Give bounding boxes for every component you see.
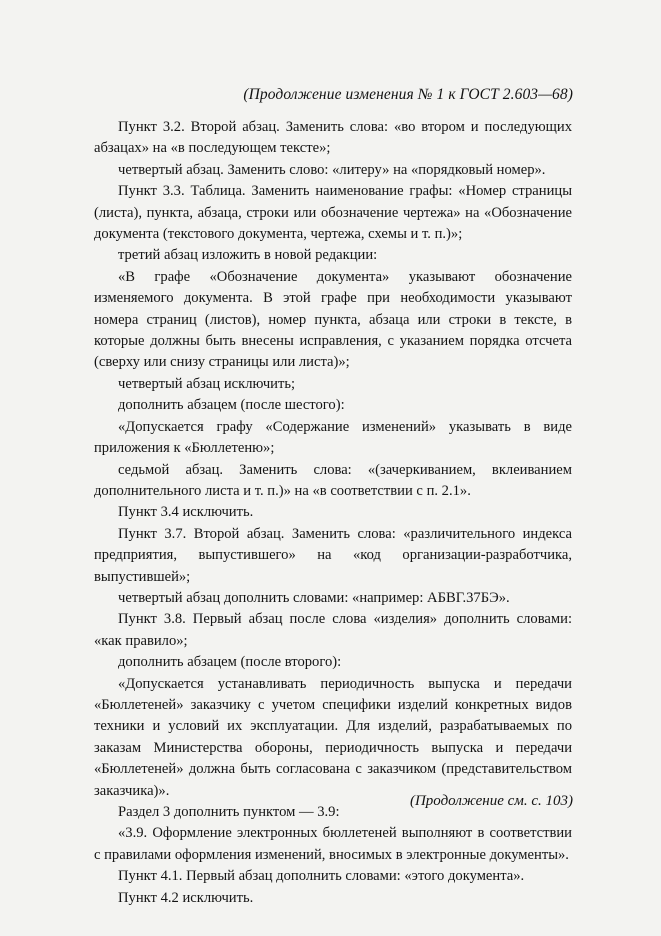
paragraph: третий абзац изложить в новой редакции: (118, 247, 378, 264)
paragraph: Пункт 3.8. Первый абзац после слова «изделия» дополнить словами: «как правило»; (94, 611, 572, 649)
paragraph: «Допускается графу «Содержание изменений» указывать в виде приложения к «Бюллетеню»; (94, 418, 572, 457)
paragraph: «В графе «Обозначение документа» указывают обозначение изменяемого документа. В этой графе при необходимости указывают номера страниц (листов), номер пункта, абзаца или строки в тексте, в которые должны быть внесены исправления, с указанием порядка отсчета (сверху или снизу страницы или листа)»; (94, 268, 572, 371)
paragraph: Пункт 3.3. Таблица. Заменить наименование графы: «Номер страницы (листа), пункта, абзаца, строки или обозначение чертежа» на «Обозначение документа (текстового документа, чертежа, схемы и т. п.)»; (94, 183, 572, 243)
paragraph: дополнить абзацем (после второго): (118, 654, 342, 671)
paragraph: четвертый абзац. Заменить слово: «литеру» на «порядковый номер». (118, 161, 546, 178)
paragraph: Пункт 4.1. Первый абзац дополнить словами: «этого документа». (118, 868, 525, 885)
page-header: (Продолжение изменения № 1 к ГОСТ 2.603—68) (243, 86, 573, 103)
paragraph: Пункт 3.7. Второй абзац. Заменить слова: «различительного индекса предприятия, выпустившего» на «код организации-разработчика, выпустившей»; (94, 525, 572, 585)
paragraph: Раздел 3 дополнить пунктом — 3.9: (118, 804, 340, 820)
paragraph: седьмой абзац. Заменить слова: «(зачеркиванием, вклеиванием дополнительного листа и т. п.)» на «в соответствии с п. 2.1». (94, 461, 572, 499)
document-body (94, 117, 572, 909)
paragraph: «3.9. Оформление электронных бюллетеней выполняют в соответствии с правилами оформления изменений, вносимых в электронные документы». (94, 825, 572, 863)
paragraph: дополнить абзацем (после шестого): (118, 397, 345, 414)
paragraph: четвертый абзац дополнить словами: «например: АБВГ.37БЭ». (118, 589, 510, 606)
paragraph: четвертый абзац исключить; (118, 375, 296, 392)
paragraph: Пункт 4.2 исключить. (118, 889, 254, 906)
paragraph: «Допускается устанавливать периодичность выпуска и передачи «Бюллетеней» заказчику с учетом специфики изделий конкретных видов техники и условий их эксплуатации. Для изделий, разрабатываемых по заказам Министерства обороны, периодичность выпуска и передачи «Бюллетеней» должна быть согласована с заказчиком (представительством заказчика)». (94, 675, 572, 799)
paragraph: Пункт 3.4 исключить. (118, 504, 254, 521)
page-footer: (Продолжение см. с. 103) (409, 793, 573, 809)
paragraph: Пункт 3.2. Второй абзац. Заменить слова: «во втором и последующих абзацах» на «в последующем тексте»; (94, 119, 572, 157)
